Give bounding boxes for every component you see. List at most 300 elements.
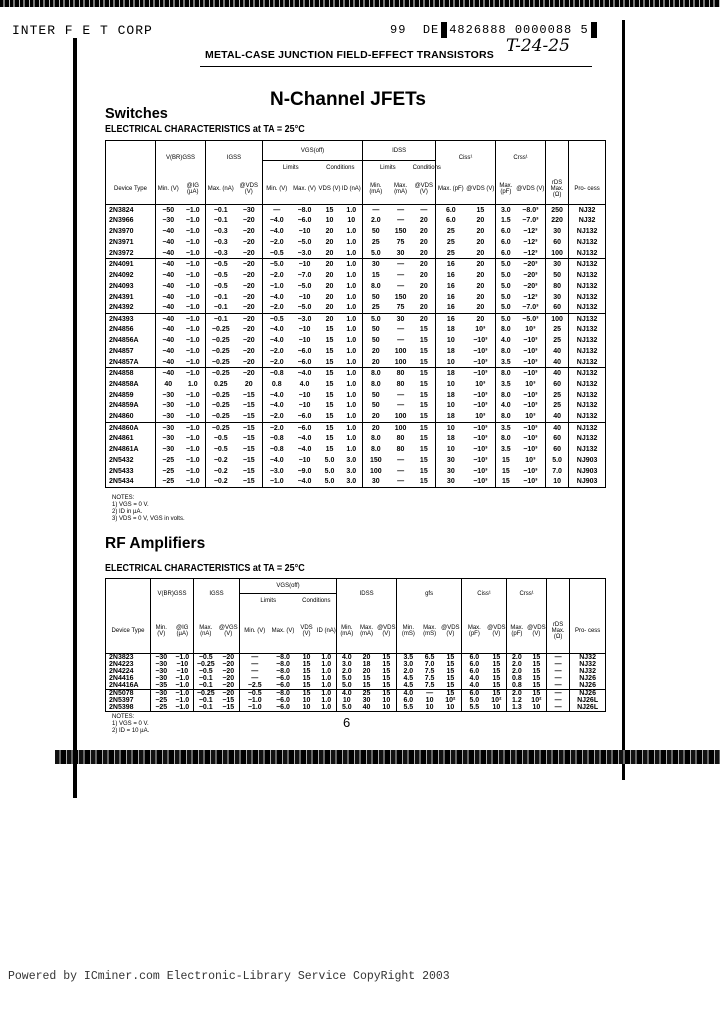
table-row xyxy=(106,697,606,704)
cell: −0.8 xyxy=(263,368,291,379)
cell: −0.8 xyxy=(263,433,291,444)
cell: −30 xyxy=(156,401,181,412)
cell: — xyxy=(240,654,270,662)
column-header: VDS (V) xyxy=(297,609,317,654)
cell: 100 xyxy=(363,466,389,477)
cell: −30 xyxy=(156,422,181,433)
cell: — xyxy=(547,682,570,690)
cell: −5.0 xyxy=(263,259,291,270)
ec-heading-switches: ELECTRICAL CHARACTERISTICS at TA = 25°C xyxy=(105,124,305,135)
cell: 2.0 xyxy=(363,215,389,226)
cell: 250 xyxy=(546,205,569,216)
cell: 20 xyxy=(419,239,428,247)
cell: — xyxy=(397,282,405,290)
cell: NJ132 xyxy=(569,401,606,412)
cell: −1.0 xyxy=(185,326,200,334)
cell: 1.0 xyxy=(346,402,357,410)
table-row xyxy=(106,668,606,675)
cell: −5.0 xyxy=(297,282,312,290)
cell: 5.0 xyxy=(462,697,487,704)
cell: −20 xyxy=(242,239,255,247)
cell: 25 xyxy=(546,335,569,346)
note-line: 2) ID in µA. xyxy=(112,509,143,515)
cell: 15 xyxy=(419,348,428,356)
cell: 15 xyxy=(325,380,334,388)
cell: 5.0 xyxy=(496,259,516,270)
cell: 10 xyxy=(382,704,391,711)
cell: −40 xyxy=(156,248,181,259)
cell: 0.25 xyxy=(206,379,236,390)
cell: — xyxy=(397,271,405,279)
table-row xyxy=(106,281,606,292)
cell: 10 xyxy=(436,444,466,455)
cell: −3.0 xyxy=(291,313,319,324)
cell: 15 xyxy=(413,422,436,433)
cell: −1.0 xyxy=(181,422,206,433)
cell: 25 xyxy=(546,390,569,401)
cell: 4.0 xyxy=(462,682,487,690)
code-a: 99 xyxy=(390,23,407,38)
cell: −1.0 xyxy=(172,690,194,698)
cell: −4.0 xyxy=(263,292,291,303)
cell: −0.3 xyxy=(206,237,236,248)
hdr-idss-limits: Limits xyxy=(363,161,413,175)
cell: 8.0 xyxy=(363,379,389,390)
cell: −1.0 xyxy=(185,293,200,301)
cell: −40 xyxy=(156,368,181,379)
cell: 15 xyxy=(419,337,428,345)
cell: NJ132 xyxy=(569,281,606,292)
device-type: 2N3823 xyxy=(109,654,134,661)
cell: −0.2 xyxy=(206,477,236,488)
cell: 15 xyxy=(319,422,341,433)
cell: 150 xyxy=(363,455,389,466)
cell: 15 xyxy=(302,682,311,689)
cell: — xyxy=(240,661,270,668)
cell: −0.5 xyxy=(263,248,291,259)
cell: −20 xyxy=(242,326,255,334)
cell: 6.0 xyxy=(436,205,466,216)
cell: −12³ xyxy=(523,249,538,257)
cell: 10² xyxy=(531,697,542,704)
cell: 20 xyxy=(325,249,334,257)
cell: 15 xyxy=(446,682,455,689)
cell: −10 xyxy=(298,326,311,334)
cell: 8.0 xyxy=(496,368,516,379)
column-header: @VDS (V) xyxy=(466,175,496,205)
cell: 25 xyxy=(436,226,466,237)
cell: −10³ xyxy=(516,368,546,379)
column-header: Max. (pF) xyxy=(436,175,466,205)
cell: NJ903 xyxy=(569,477,606,488)
page-title: N-Channel JFETs xyxy=(270,89,426,110)
cell: 10 xyxy=(425,697,434,704)
column-header: Max. (nA) xyxy=(206,175,236,205)
cell: −30 xyxy=(151,661,172,668)
cell: −0.25 xyxy=(206,422,236,433)
cell: −12³ xyxy=(523,293,538,301)
cell: −4.0 xyxy=(263,215,291,226)
cell: 1.0 xyxy=(346,446,357,454)
cell: 10³ xyxy=(525,380,536,388)
cell: NJ32 xyxy=(569,205,606,216)
cell: −8.0 xyxy=(297,206,312,214)
cell: 30 xyxy=(546,259,569,270)
rf-notes xyxy=(112,714,149,735)
cell: 3.5 xyxy=(496,422,516,433)
cell: −15 xyxy=(242,467,255,475)
column-header: Max. (mS) xyxy=(420,609,440,654)
cell: 15 xyxy=(363,270,389,281)
cell: −15 xyxy=(242,446,255,454)
hdr-conditions: Conditions xyxy=(326,164,355,171)
device-type: 2N4092 xyxy=(109,271,134,279)
column-header: Max. (V) xyxy=(291,175,319,205)
cell: 15 xyxy=(532,675,541,682)
cell: 30 xyxy=(436,477,466,488)
cell: −0.5 xyxy=(206,444,236,455)
cell: 7.0 xyxy=(424,661,435,668)
cell: −6.0 xyxy=(297,413,312,421)
cell: −10³ xyxy=(473,348,488,356)
code-c: 4826888 0000088 5 xyxy=(449,23,589,38)
device-type: 2N4860 xyxy=(109,413,134,421)
cell: −10 xyxy=(176,661,189,668)
cell: −1.0 xyxy=(185,446,200,454)
cell: −4.0 xyxy=(263,455,291,466)
cell: −0.5 xyxy=(240,690,270,698)
cell: — xyxy=(240,668,270,675)
column-header: Max. (pF) xyxy=(462,609,487,654)
cell: −30 xyxy=(156,411,181,422)
hdr-igss: IGSS xyxy=(206,141,263,175)
cell: 30 xyxy=(546,226,569,237)
cell: 15 xyxy=(492,675,501,682)
cell: −7.0³ xyxy=(522,217,539,225)
cell: 15 xyxy=(496,477,516,488)
cell: 30 xyxy=(396,249,405,257)
cell: 15 xyxy=(419,467,428,475)
cell: 5.0 xyxy=(337,682,357,690)
cell: 1.0 xyxy=(346,271,357,279)
cell: −0.3 xyxy=(206,248,236,259)
cell: 15 xyxy=(496,466,516,477)
cell: −1.0 xyxy=(175,704,190,711)
column-header: ID (nA) xyxy=(317,609,337,654)
cell: −40 xyxy=(156,335,181,346)
cell: −20 xyxy=(242,358,255,366)
cell: 150 xyxy=(394,228,407,236)
device-type: 2N4416 xyxy=(109,675,134,682)
cell: 6.5 xyxy=(424,654,435,661)
column-header: Max. (nA) xyxy=(194,609,218,654)
table-row xyxy=(106,335,606,346)
cell: −20 xyxy=(242,271,255,279)
cell: 20 xyxy=(476,304,485,312)
cell: −1.0 xyxy=(263,281,291,292)
cell: 40 xyxy=(546,368,569,379)
cell: 10 xyxy=(436,357,466,368)
cell: NJ132 xyxy=(569,422,606,433)
cell: 20 xyxy=(476,271,485,279)
cell: 15 xyxy=(413,368,436,379)
cell: −40 xyxy=(156,259,181,270)
cell: 3.5 xyxy=(397,654,420,662)
cell: −1.0 xyxy=(185,304,200,312)
cell: NJ132 xyxy=(569,324,606,335)
cell: 75 xyxy=(396,304,405,312)
cell: — xyxy=(397,402,405,410)
cell: −30 xyxy=(242,206,255,214)
cell: −0.5 xyxy=(206,281,236,292)
cell: −0.3 xyxy=(206,226,236,237)
column-header: @VDS (V) xyxy=(413,175,436,205)
cell: −2.0 xyxy=(263,303,291,314)
cell: — xyxy=(397,478,405,486)
cell: −1.0 xyxy=(185,249,200,257)
cell: 2.0 xyxy=(507,690,527,698)
cell: −20 xyxy=(242,337,255,345)
device-type: 2N4856A xyxy=(109,337,139,345)
cell: −10³ xyxy=(523,391,538,399)
column-header: @VDS (V) xyxy=(236,175,263,205)
cell: 8.0 xyxy=(363,368,389,379)
cell: −20 xyxy=(236,259,263,270)
cell: NJ132 xyxy=(569,259,606,270)
cell: 40 xyxy=(546,411,569,422)
hdr-idss-conditions: Conditions xyxy=(412,164,441,171)
cell: 1.0 xyxy=(346,239,357,247)
page-number: 6 xyxy=(343,715,351,730)
cell: 20 xyxy=(319,259,341,270)
table-row xyxy=(106,237,606,248)
cell: 5.0 xyxy=(546,455,569,466)
device-type: 2N4859 xyxy=(109,391,134,399)
cell: −0.25 xyxy=(206,346,236,357)
cell: 40 xyxy=(546,422,569,433)
cell: 6.0 xyxy=(462,690,487,698)
cell: −1.0 xyxy=(185,478,200,486)
cell: 30 xyxy=(436,466,466,477)
cell: −35 xyxy=(151,682,172,690)
cell: 10 xyxy=(436,422,466,433)
device-type: 2N4858A xyxy=(109,380,139,388)
cell: −30 xyxy=(151,668,172,675)
column-header: ID (nA) xyxy=(341,175,363,205)
cell: 6.0 xyxy=(397,697,420,704)
cell: NJ132 xyxy=(569,368,606,379)
cell: −7.0 xyxy=(297,271,312,279)
cell: 5.0 xyxy=(363,313,389,324)
cell: 7.5 xyxy=(424,682,435,689)
cell: −15 xyxy=(242,402,255,410)
cell: −4.0 xyxy=(263,226,291,237)
cell: NJ132 xyxy=(569,303,606,314)
cell: NJ132 xyxy=(569,411,606,422)
cell: 2.0 xyxy=(507,668,527,675)
cell: 60 xyxy=(546,303,569,314)
cell: −10 xyxy=(298,337,311,345)
table-row xyxy=(106,682,606,690)
cell: −10³ xyxy=(523,337,538,345)
column-header: Device Type xyxy=(106,175,156,205)
cell: 1.0 xyxy=(321,668,332,675)
cell: 1.0 xyxy=(321,682,332,689)
cell: 100 xyxy=(546,313,569,324)
cell: 30 xyxy=(363,259,389,270)
cell: NJ132 xyxy=(569,292,606,303)
cell: −10³ xyxy=(523,478,538,486)
cell: −40 xyxy=(156,292,181,303)
cell: −0.5 xyxy=(194,668,218,675)
cell: −15 xyxy=(242,478,255,486)
cell: 5.0 xyxy=(324,478,335,486)
cell: −0.25 xyxy=(194,690,218,698)
cell: NJ32 xyxy=(570,668,606,675)
cell: — xyxy=(547,668,570,675)
cell: 8.0 xyxy=(496,390,516,401)
cell: 3.0 xyxy=(346,456,357,464)
cell: −30 xyxy=(156,444,181,455)
cell: 10 xyxy=(337,697,357,704)
cell: −1.0 xyxy=(185,217,200,225)
cell: −1.0 xyxy=(181,259,206,270)
note-line: 1) VGS = 0 V. xyxy=(112,502,149,508)
device-type: 2N4091 xyxy=(106,259,156,270)
cell: 1.0 xyxy=(341,313,363,324)
cell: 15 xyxy=(487,690,507,698)
cell: 1.0 xyxy=(341,259,363,270)
cell: 1.0 xyxy=(346,348,357,356)
cell: — xyxy=(420,206,428,214)
device-type: 2N4093 xyxy=(109,282,134,290)
cell: −20³ xyxy=(523,271,538,279)
cell: −40 xyxy=(156,303,181,314)
cell: 1.0 xyxy=(346,358,357,366)
cell: 20 xyxy=(362,668,371,675)
cell: 4.0 xyxy=(337,690,357,698)
cell: −0.5 xyxy=(194,654,218,662)
cell: 100 xyxy=(394,348,407,356)
cell: 20 xyxy=(244,380,253,388)
cell: 8.0 xyxy=(363,433,389,444)
cell: −0.5 xyxy=(206,433,236,444)
cell: 2.0 xyxy=(337,668,357,675)
cell: NJ132 xyxy=(569,357,606,368)
cell: 20 xyxy=(419,228,428,236)
cell: 15 xyxy=(419,478,428,486)
cell: 80 xyxy=(546,281,569,292)
column-header: @VGS (V) xyxy=(218,609,240,654)
cell: 60 xyxy=(546,444,569,455)
cell: −1.0 xyxy=(263,477,291,488)
cell: −10³ xyxy=(473,478,488,486)
cell: — xyxy=(547,690,570,698)
cell: −2.0 xyxy=(263,270,291,281)
cell: 10 xyxy=(382,697,391,704)
cell: 50 xyxy=(363,292,389,303)
cell: −1.0 xyxy=(175,697,190,704)
cell: 20 xyxy=(325,304,334,312)
cell: 15 xyxy=(325,358,334,366)
cell: 15 xyxy=(419,358,428,366)
cell: −10³ xyxy=(473,446,488,454)
scan-noise-band xyxy=(55,750,720,764)
table-row xyxy=(106,368,606,379)
cell: 10³ xyxy=(475,326,486,334)
cell: −8.0 xyxy=(276,661,290,668)
device-type: 2N4860A xyxy=(106,422,156,433)
cell: −4.0 xyxy=(263,335,291,346)
device-type: 2N4861 xyxy=(109,435,134,443)
cell: 15 xyxy=(382,682,391,689)
cell: 75 xyxy=(396,239,405,247)
hdr-idss: IDSS xyxy=(363,141,436,161)
table-row xyxy=(106,675,606,682)
cell: 16 xyxy=(436,292,466,303)
cell: 220 xyxy=(546,215,569,226)
device-type: 2N4223 xyxy=(109,661,134,668)
cell: 10 xyxy=(492,704,501,711)
device-type: 2N4861A xyxy=(109,446,139,454)
cell: −3.0 xyxy=(263,466,291,477)
cell: −10 xyxy=(291,259,319,270)
cell: 20 xyxy=(476,217,485,225)
table-row xyxy=(106,411,606,422)
cell: −8.0 xyxy=(276,654,290,661)
cell: −30 xyxy=(156,390,181,401)
cell: NJ903 xyxy=(569,455,606,466)
cell: 8.0 xyxy=(496,433,516,444)
cell: −20 xyxy=(242,217,255,225)
cell: NJ132 xyxy=(569,270,606,281)
cell: 15 xyxy=(302,661,311,668)
cell: −4.0 xyxy=(297,446,312,454)
cell: 4.0 xyxy=(299,380,310,388)
device-type: 2N4391 xyxy=(109,293,134,301)
cell: 7.5 xyxy=(424,668,435,675)
cell: 2.0 xyxy=(507,654,527,662)
cell: −15 xyxy=(242,435,255,443)
cell: 10³ xyxy=(525,413,536,421)
table-row xyxy=(106,661,606,668)
cell: 8.0 xyxy=(496,411,516,422)
cell: — xyxy=(547,704,570,712)
cell: NJ132 xyxy=(569,226,606,237)
cell: 100 xyxy=(394,413,407,421)
table-row xyxy=(106,259,606,270)
cell: −10 xyxy=(298,402,311,410)
cell: 1.0 xyxy=(187,380,198,388)
cell: NJ132 xyxy=(569,313,606,324)
cell: −10³ xyxy=(473,467,488,475)
cell: 20 xyxy=(419,217,428,225)
cell: 3.0 xyxy=(346,467,357,475)
table-row xyxy=(106,401,606,412)
cell: 1.0 xyxy=(321,661,332,668)
column-header: Pro- cess xyxy=(570,609,606,654)
cell: 20 xyxy=(419,304,428,312)
cell: −20 xyxy=(222,668,235,675)
cell: 150 xyxy=(394,293,407,301)
cell: NJ132 xyxy=(569,237,606,248)
rf-hdr-limits: Limits xyxy=(240,594,297,609)
cell: −25 xyxy=(156,455,181,466)
device-type: 2N5432 xyxy=(109,456,134,464)
cell: −6.0 xyxy=(276,704,290,711)
cell: −40 xyxy=(156,313,181,324)
cell: 15 xyxy=(325,446,334,454)
